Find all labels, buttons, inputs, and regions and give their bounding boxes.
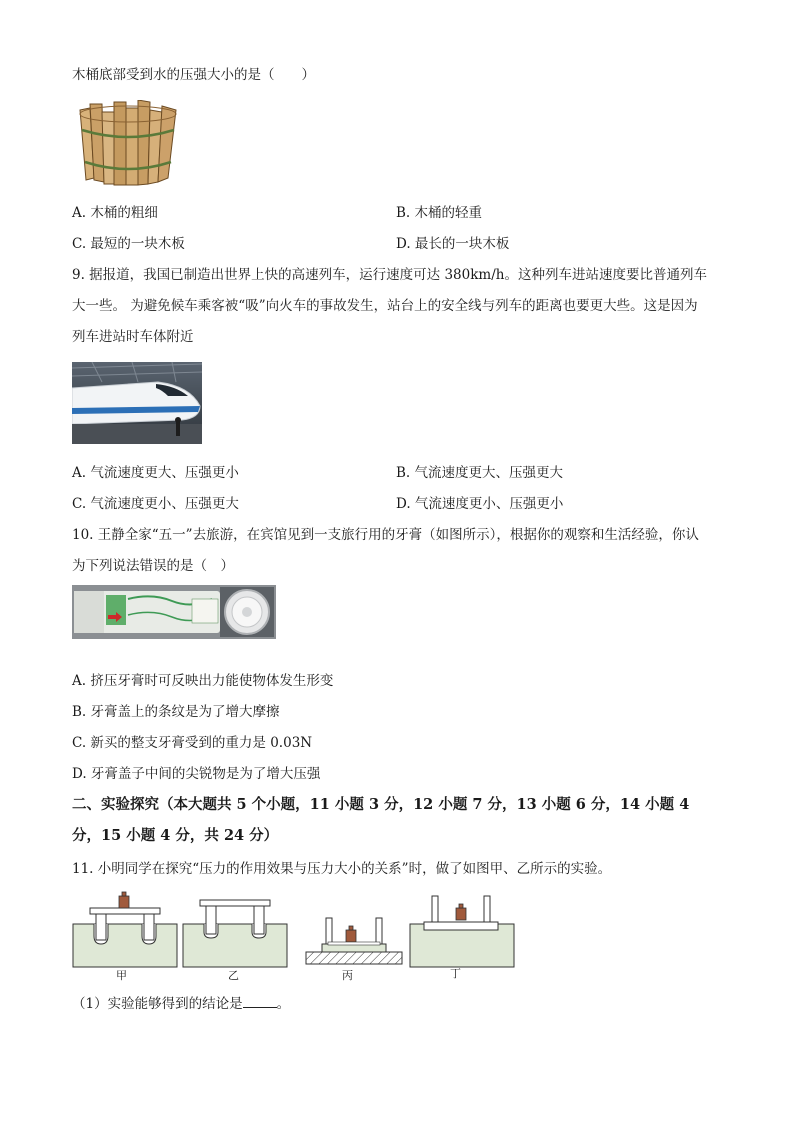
experiment-c-figure <box>306 918 402 964</box>
q10-option-d: D. 牙膏盖子中间的尖锐物是为了增大压强 <box>72 766 321 782</box>
section-heading-line-1: 二、实验探究（本大题共 5 个小题，11 小题 3 分，12 小题 7 分，13 小题 6 分，14 小题 4 <box>72 796 690 813</box>
experiment-label-ding: 丁 <box>450 967 461 980</box>
q9-stem-line-1: 9. 据报道，我国已制造出世界上快的高速列车，运行速度可达 380km/h。这种列车进站速度要比普通列车 <box>72 267 707 283</box>
q10-option-b: B. 牙膏盖上的条纹是为了增大摩擦 <box>72 704 280 720</box>
q8-option-a: A. 木桶的粗细 <box>72 205 158 221</box>
experiment-label-yi: 乙 <box>228 969 239 982</box>
q8-option-c: C. 最短的一块木板 <box>72 236 185 252</box>
q10-option-c: C. 新买的整支牙膏受到的重力是 0.03N <box>72 735 313 751</box>
q11-stem: 11. 小明同学在探究“压力的作用效果与压力大小的关系”时，做了如图甲、乙所示的实验。 <box>72 861 612 877</box>
q11-sub1-suffix: 。 <box>276 996 291 1012</box>
q9-option-a: A. 气流速度更大、压强更小 <box>72 465 239 481</box>
answer-blank[interactable] <box>243 995 277 1008</box>
q10-stem-line-2: 为下列说法错误的是（ ） <box>72 558 234 574</box>
q9-option-d: D. 气流速度更小、压强更小 <box>396 496 564 512</box>
section-heading-line-2: 分，15 小题 4 分，共 24 分） <box>72 827 279 844</box>
experiment-label-jia: 甲 <box>116 969 127 982</box>
wooden-bucket-icon <box>72 100 184 186</box>
experiment-b-figure <box>183 900 287 967</box>
q9-stem-line-3: 列车进站时车体附近 <box>72 329 194 345</box>
q10-stem-line-1: 10. 王静全家“五一”去旅游，在宾馆见到一支旅行用的牙膏（如图所示），根据你的观察和生活经验，你认 <box>72 527 699 543</box>
experiment-label-bing: 丙 <box>342 969 353 982</box>
q8-stem: 木桶底部受到水的压强大小的是（ ） <box>72 67 315 83</box>
q10-option-a: A. 挤压牙膏时可反映出力能使物体发生形变 <box>72 673 334 689</box>
q8-option-d: D. 最长的一块木板 <box>396 236 510 252</box>
q11-sub1-prefix: （1）实验能够得到的结论是 <box>72 996 243 1012</box>
experiment-a-figure <box>73 892 177 967</box>
high-speed-train-icon <box>72 362 202 444</box>
q9-stem-line-2: 大一些。 为避免候车乘客被“吸”向火车的事故发生，站台上的安全线与列车的距离也要更大些。这是因为 <box>72 298 698 314</box>
experiment-d-figure <box>410 896 514 967</box>
q11-subquestion-1 <box>72 995 290 1013</box>
q8-option-b: B. 木桶的轻重 <box>396 205 483 221</box>
q9-option-b: B. 气流速度更大、压强更大 <box>396 465 564 481</box>
toothpaste-tube-icon <box>72 585 276 639</box>
q9-option-c: C. 气流速度更小、压强更大 <box>72 496 239 512</box>
